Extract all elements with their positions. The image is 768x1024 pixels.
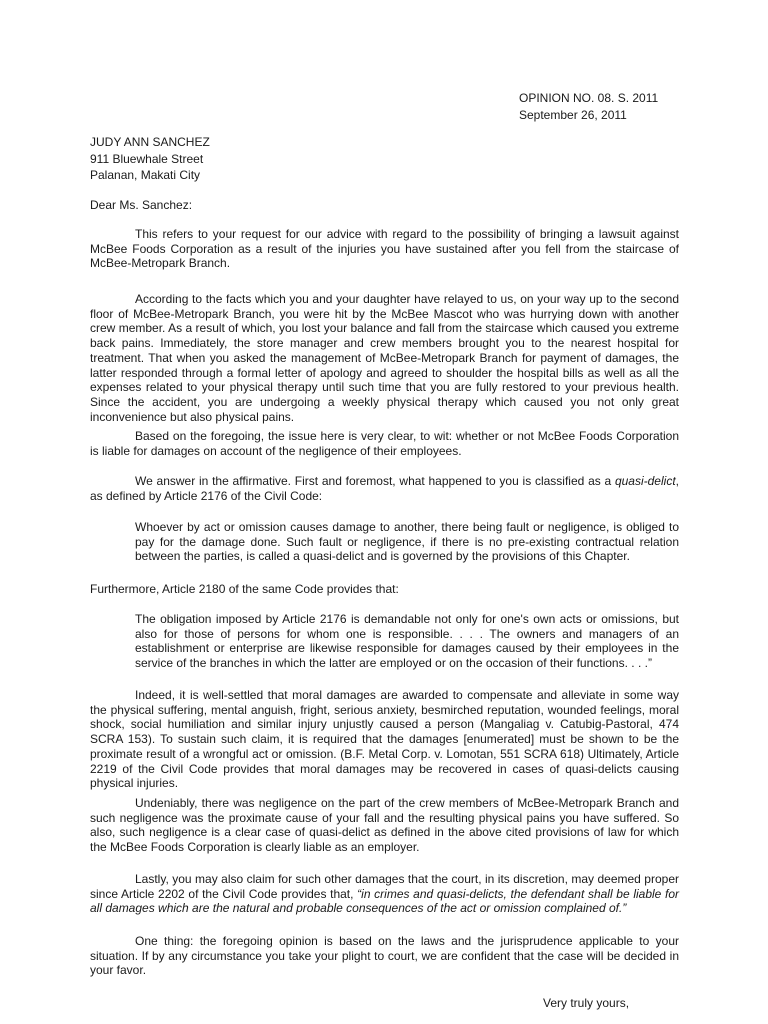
other-damages-text: Lastly, you may also claim for such other damages that the court, in its discretion, may deemed proper since Article 2202 of the Civil Code provides that, <box>90 872 679 901</box>
salutation: Dear Ms. Sanchez: <box>90 198 193 212</box>
paragraph-negligence: Undeniably, there was negligence on the part of the crew members of McBee-Metropark Branch and such negligence was the proximate cause of your fall and the resulting physical pains you have suffered. So also, such negligence is a clear case of quasi-delict as defined in the above cited provisions of law for which the McBee Foods Corporation is clearly liable as an employer. <box>90 796 679 855</box>
addressee-street: 911 Bluewhale Street <box>90 151 204 166</box>
opinion-number: OPINION NO. 08. S. 2011 <box>519 91 659 105</box>
paragraph-moral-damages: Indeed, it is well-settled that moral damages are awarded to compensate and alleviate in some way the physical suffering, mental anguish, fright, serious anxiety, besmirched reputation, wounded feelings, moral shock, social humiliation and similar injury unjustly caused a person (Mangaliag v. Catubig-Pastoral, 474 SCRA 153). To sustain such claim, it is required that the damages [enumerated] must be shown to be the proximate result of a wrongful act or omission. (B.F. Metal Corp. v. Lomotan, 551 SCRA 618) Ultimately, Article 2219 of the Civil Code provides that moral damages may be recovered in cases of quasi-delicts causing physical injuries. <box>90 688 679 791</box>
paragraph-facts: According to the facts which you and your daughter have relayed to us, on your way up to the second floor of McBee-Metropark Branch, you were hit by the McBee Mascot who was hurrying down with another crew member. As a result of which, you lost your balance and fall from the staircase which caused you extreme back pains. Immediately, the store manager and crew members brought you to the nearest hospital for treatment. That when you asked the management of McBee-Metropark Branch for payment of damages, the latter responded through a formal letter of apology and agreed to shoulder the hospital bills as well as all the expenses related to your physical therapy until such time that you are fully restored to your previous health. Since the accident, you are undergoing a weekly physical therapy which caused you not only great inconvenience but also physical pains. <box>90 292 679 424</box>
answer-quasi-delict-term: quasi-delict <box>614 474 676 488</box>
paragraph-issue: Based on the foregoing, the issue here is very clear, to wit: whether or not McBee Foods Corporation is liable for damages on account of the negligence of their employees. <box>90 429 679 458</box>
addressee-block <box>90 134 210 184</box>
paragraph-request: This refers to your request for our advice with regard to the possibility of bringing a lawsuit against McBee Foods Corporation as a result of the injuries you have sustained after you fell from the staircase of McBee-Metropark Branch. <box>90 227 679 271</box>
answer-text-end: , as defined by Article 2176 of the Civil Code: <box>90 474 679 503</box>
addressee-name: JUDY ANN SANCHEZ <box>90 135 210 149</box>
paragraph-conclusion: One thing: the foregoing opinion is based on the laws and the jurisprudence applicable to your situation. If by any circumstance you take your plight to court, we are confident that the case will be decided in your favor. <box>90 934 679 978</box>
opinion-header <box>519 90 658 124</box>
paragraph-answer <box>90 474 679 503</box>
answer-text: We answer in the affirmative. First and foremost, what happened to you is classified as a <box>135 474 615 488</box>
quote-article-2180: The obligation imposed by Article 2176 is demandable not only for one's own acts or omissions, but also for those of persons for whom one is responsible. . . . The owners and managers of an establishment or enterprise are likewise responsible for damages caused by their employees in the service of the branches in which the latter are employed or on the occasion of their functions. . . .” <box>135 612 679 671</box>
closing: Very truly yours, <box>543 996 630 1010</box>
article-2202-quote: “in crimes and quasi-delicts, the defendant shall be liable for all damages which are the natural and probable consequences of the act or omission complained of.” <box>90 886 680 916</box>
paragraph-article-2180-intro: Furthermore, Article 2180 of the same Code provides that: <box>90 582 399 596</box>
quote-article-2176: Whoever by act or omission causes damage to another, there being fault or negligence, is obliged to pay for the damage done. Such fault or negligence, if there is no pre-existing contractual relation between the parties, is called a quasi-delict and is governed by the provisions of this Chapter. <box>135 520 679 564</box>
addressee-city: Palanan, Makati City <box>90 168 201 182</box>
opinion-date: September 26, 2011 <box>519 108 627 122</box>
paragraph-other-damages <box>90 872 679 916</box>
